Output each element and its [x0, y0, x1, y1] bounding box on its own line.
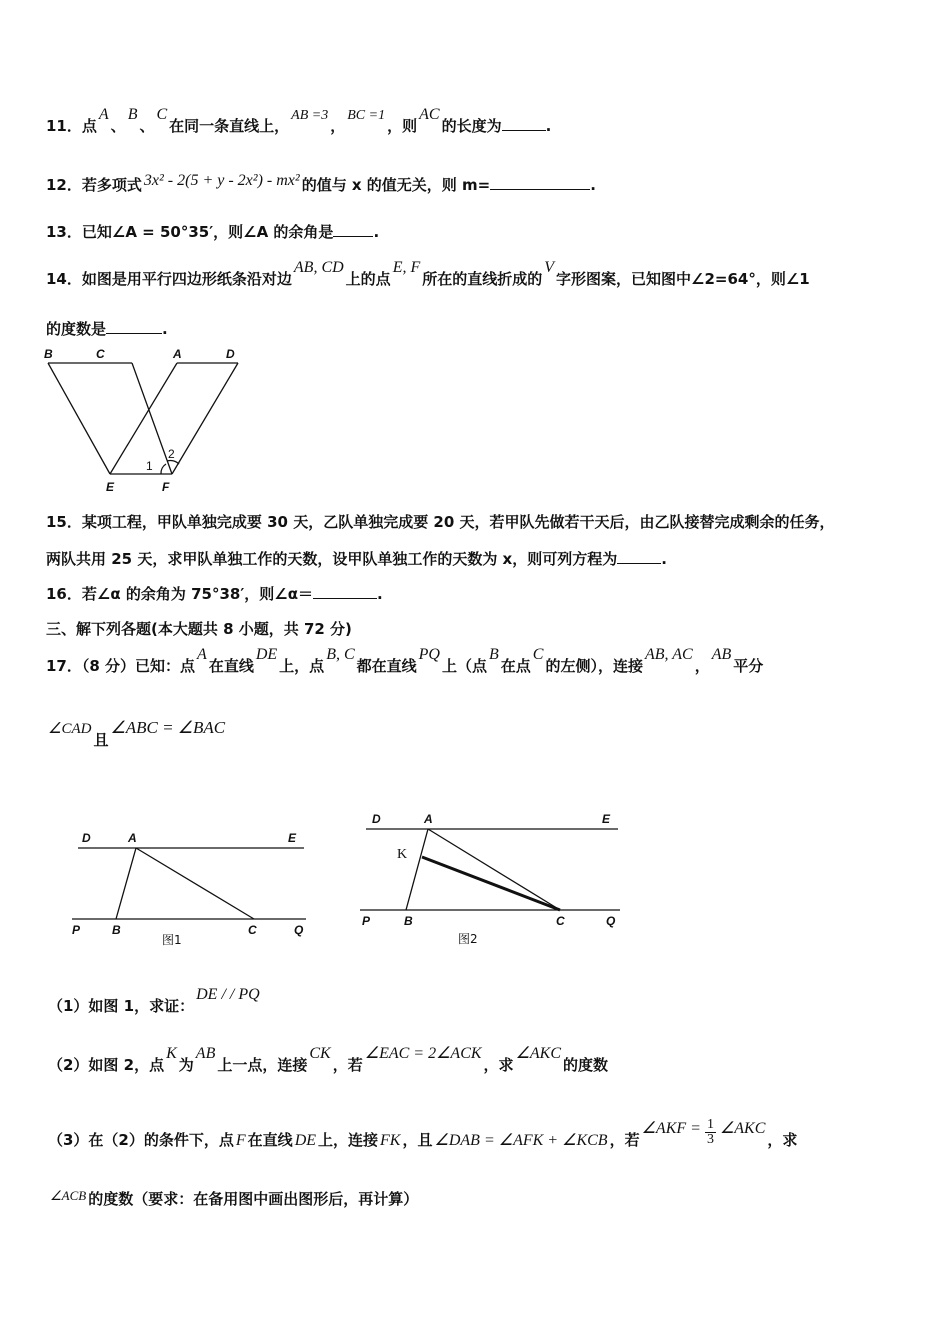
question-17: 17．（8 分）已知：点A在直线DE上，点B, C都在直线PQ上（点B在点C的左侧），连接AB, AC，AB平分 — [46, 646, 764, 675]
point-c: C — [156, 106, 168, 123]
figure-1 — [66, 828, 314, 953]
question-15-cont: 两队共用 25 天，求甲队单独工作的天数，设甲队单独工作的天数为 x，则可列方程为 . — [46, 550, 667, 568]
svg-text:D: D — [82, 831, 91, 845]
fig14-angle-2: 2 — [168, 447, 175, 461]
condition-eac: ∠EAC = 2∠ACK — [364, 1045, 482, 1062]
answer-blank — [106, 319, 162, 334]
section-heading: 三、解下列各题(本大题共 8 小题，共 72 分) — [46, 620, 352, 638]
part-3: （3）在（2）的条件下，点 F 在直线 DE 上，连接 FK ，且 ∠DAB = ∠AFK + ∠KCB ，若∠AKF = $\frac{1}{3}$ ∠AKC，求 — [48, 1117, 798, 1149]
svg-text:A: A — [128, 831, 137, 845]
svg-text:E: E — [288, 831, 297, 845]
answer-blank — [313, 584, 377, 599]
answer-blank — [617, 549, 661, 564]
q11-number: 11． — [46, 117, 82, 135]
fig14-label-a: A — [173, 347, 182, 361]
question-11: 11．点A、B、C在同一条直线上，AB =3，BC =1，则AC的长度为 . — [46, 106, 552, 135]
fig14-angle-1: 1 — [146, 459, 153, 473]
q14-number: 14． — [46, 270, 82, 288]
ab-cd-label: AB, CD — [293, 259, 344, 276]
q13-number: 13． — [46, 223, 82, 241]
q16-number: 16． — [46, 585, 82, 603]
fig2-label-k: K — [397, 847, 408, 862]
v-shape-figure — [40, 340, 250, 500]
polynomial-expression: 3x² - 2(5 + y - 2x²) - mx² — [143, 172, 300, 189]
svg-text:P: P — [72, 923, 81, 937]
question-14: 14．如图是用平行四边形纸条沿对边AB, CD上的点E, F所在的直线折成的V字形图案，已知图中∠2=64°，则∠1 — [46, 259, 810, 288]
answer-blank — [490, 175, 590, 190]
fig14-label-e: E — [106, 480, 115, 494]
svg-text:Q: Q — [294, 923, 304, 937]
fraction-one-third: $\frac{1}{3}$ — [706, 1117, 714, 1147]
question-16: 16．若∠α 的余角为 75°38′，则∠α＝ . — [46, 585, 383, 603]
svg-text:D: D — [372, 812, 381, 826]
svg-text:P: P — [362, 914, 371, 928]
ab-length: AB =3 — [291, 108, 329, 123]
fig14-label-d: D — [226, 347, 235, 361]
q15-number: 15． — [46, 513, 82, 531]
part-3-cont: ∠ACB 的度数（要求：在备用图中画出图形后，再计算） — [50, 1188, 419, 1208]
svg-text:C: C — [556, 914, 565, 928]
angle-cad: ∠CAD — [48, 721, 92, 737]
ac-label: AC — [419, 106, 440, 123]
part-1: （1）如图 1，求证：DE / / PQ — [48, 986, 260, 1015]
v-label: V — [544, 259, 555, 276]
svg-text:Q: Q — [606, 914, 616, 928]
fig14-label-f: F — [162, 480, 170, 494]
question-13: 13．已知∠A = 50°35′，则∠A 的余角是 . — [46, 223, 380, 241]
point-b: B — [127, 106, 138, 123]
question-15: 15．某项工程，甲队单独完成要 30 天，乙队单独完成要 20 天，若甲队先做若干天后，由乙队接替完成剩余的任务， — [46, 513, 835, 531]
svg-text:E: E — [602, 812, 611, 826]
angle-acb: ∠ACB — [50, 1188, 87, 1203]
svg-text:B: B — [112, 923, 121, 937]
figure-2 — [352, 808, 628, 952]
angle-equation: ∠ABC = ∠BAC — [110, 718, 226, 737]
answer-blank — [502, 116, 546, 131]
fig14-label-b: B — [44, 347, 53, 361]
fig14-label-c: C — [96, 347, 105, 361]
svg-text:C: C — [248, 923, 257, 937]
de-parallel-pq: DE / / PQ — [196, 986, 260, 1003]
question-14-cont: 的度数是 . — [46, 320, 168, 338]
svg-text:A: A — [424, 812, 433, 826]
e-f-label: E, F — [392, 259, 421, 276]
part-2: （2）如图 2，点K为AB上一点，连接CK，若∠EAC = 2∠ACK，求∠AKC的度数 — [48, 1045, 609, 1074]
svg-text:B: B — [404, 914, 413, 928]
q17-number: 17． — [46, 657, 82, 675]
answer-blank — [333, 222, 373, 237]
condition-dab: ∠DAB = ∠AFK + ∠KCB — [434, 1132, 608, 1149]
question-12: 12．若多项式 3x² - 2(5 + y - 2x²) - mx² 的值与 x 的值无关，则 m= . — [46, 172, 596, 194]
point-a: A — [98, 106, 109, 123]
q12-number: 12． — [46, 176, 82, 194]
figure-2-caption: 图2 — [458, 932, 478, 946]
bc-length: BC =1 — [347, 108, 386, 123]
question-17-cont: ∠CAD且∠ABC = ∠BAC — [48, 718, 226, 749]
figure-1-caption: 图1 — [162, 933, 182, 947]
